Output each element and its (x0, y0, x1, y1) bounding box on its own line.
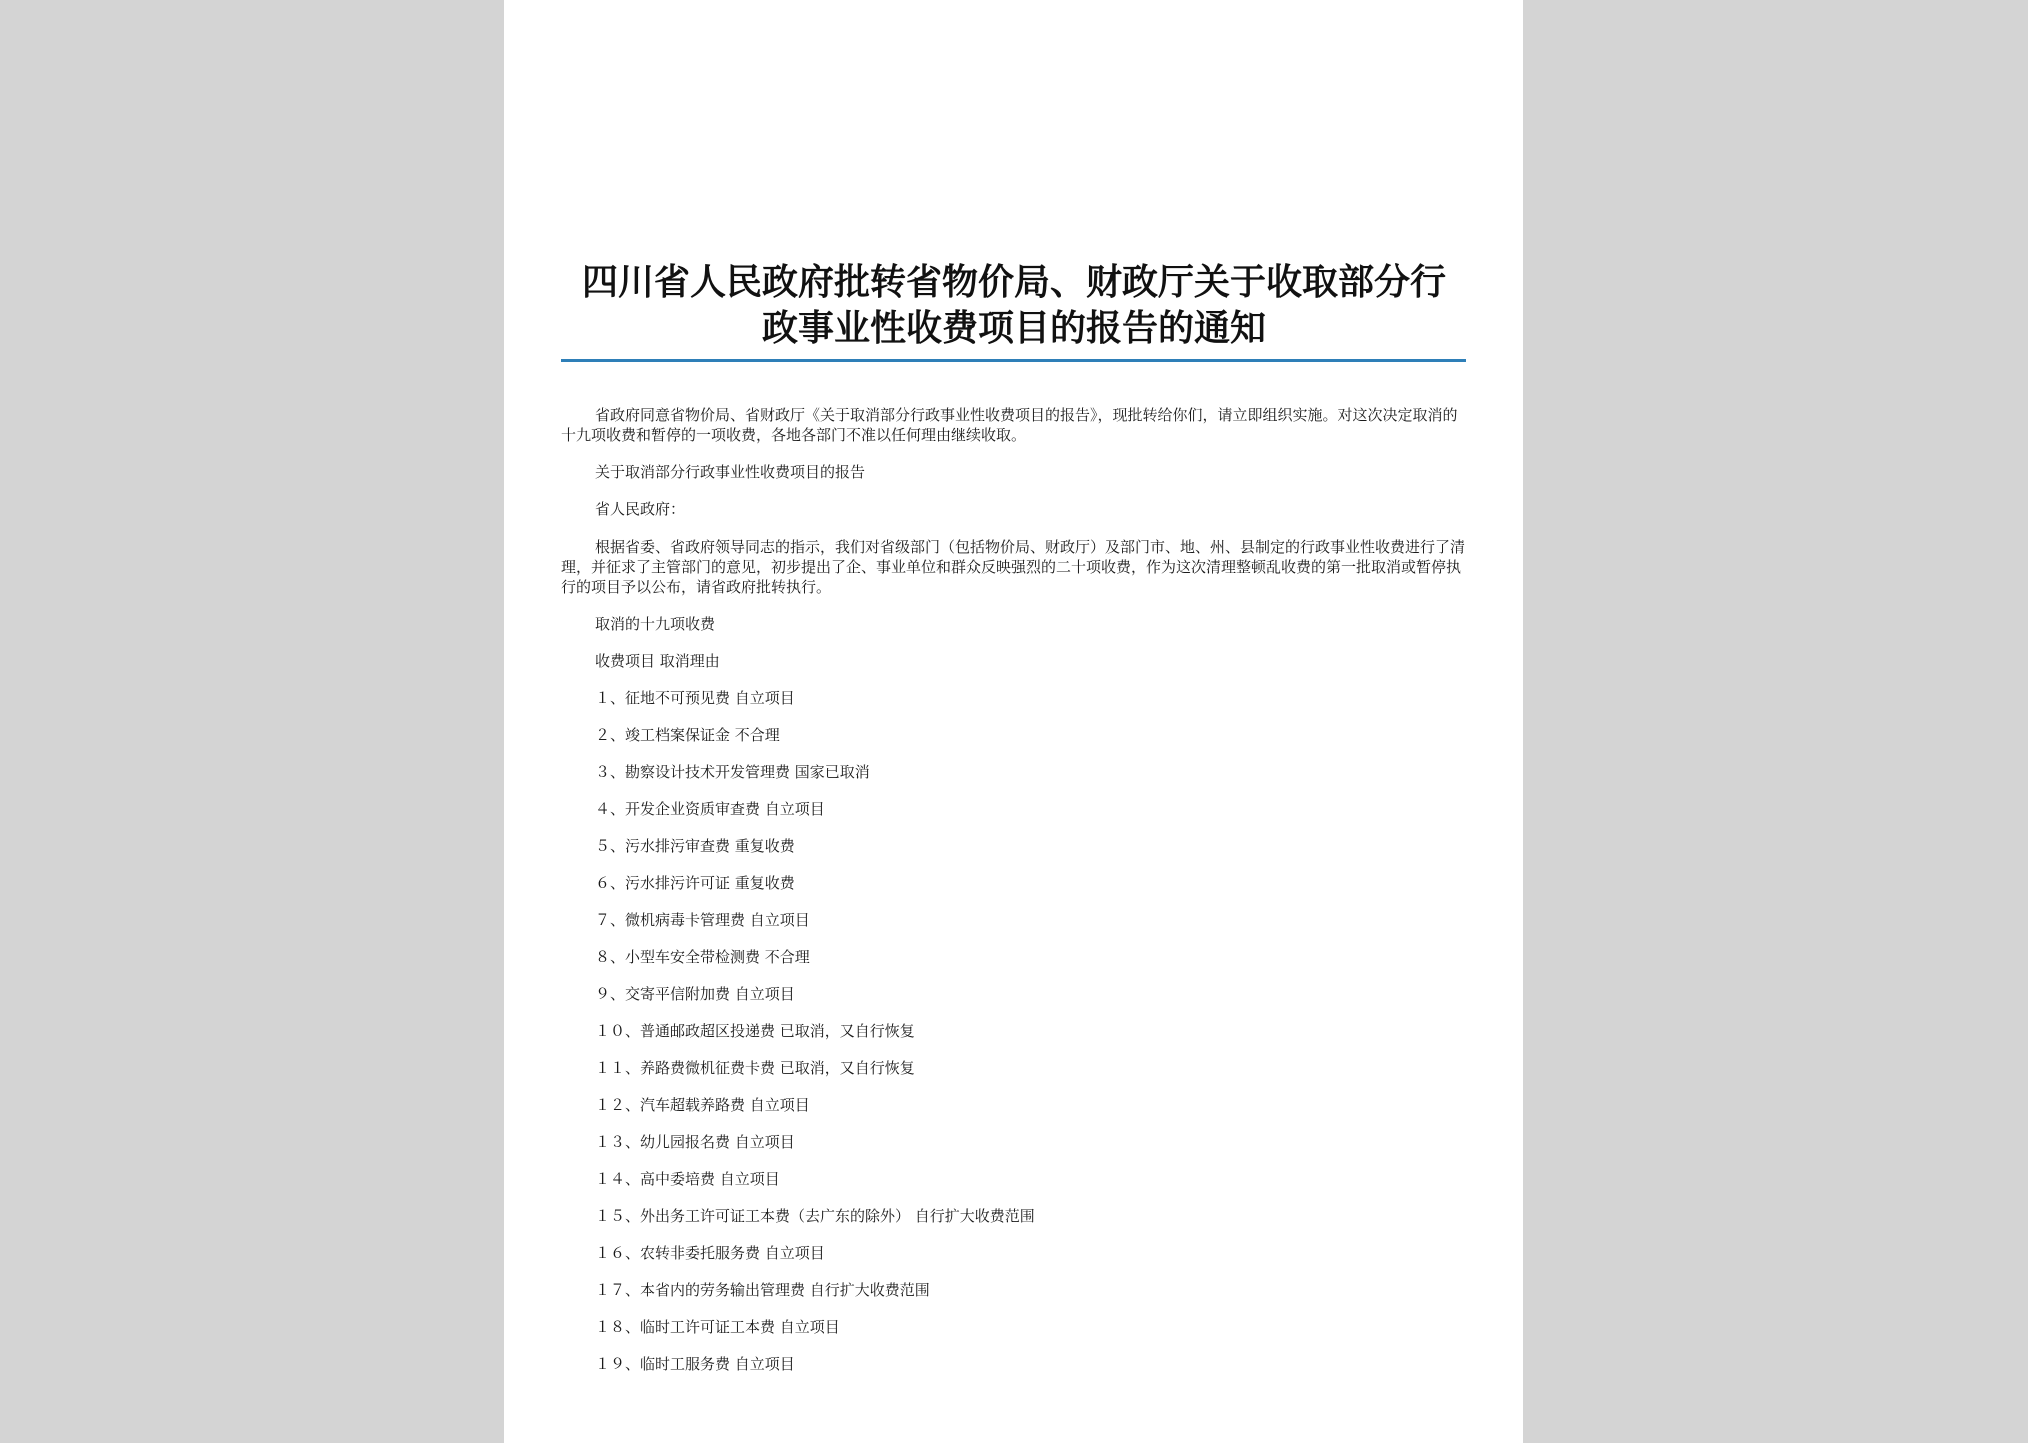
document-title (544, 260, 1484, 352)
list-item: １８、临时工许可证工本费 自立项目 (595, 1318, 840, 1336)
list-item: １６、农转非委托服务费 自立项目 (595, 1244, 825, 1262)
title-line-1: 四川省人民政府批转省物价局、财政厅关于收取部分行 (581, 262, 1446, 303)
list-item: ９、交寄平信附加费 自立项目 (595, 985, 795, 1003)
list-item: ３、勘察设计技术开发管理费 国家已取消 (595, 763, 870, 781)
list-item: ２、竣工档案保证金 不合理 (595, 726, 780, 744)
list-header: 收费项目 取消理由 (595, 652, 720, 670)
title-line-2: 政事业性收费项目的报告的通知 (761, 308, 1266, 349)
list-item: １４、高中委培费 自立项目 (595, 1170, 780, 1188)
section-title: 取消的十九项收费 (595, 615, 716, 633)
list-item: ６、污水排污许可证 重复收费 (595, 874, 795, 892)
list-item: １、征地不可预见费 自立项目 (595, 689, 795, 707)
report-title: 关于取消部分行政事业性收费项目的报告 (595, 463, 866, 481)
list-item: １１、养路费微机征费卡费 已取消，又自行恢复 (595, 1059, 915, 1077)
salutation: 省人民政府： (595, 500, 686, 518)
title-divider (561, 359, 1466, 362)
list-item: １３、幼儿园报名费 自立项目 (595, 1133, 795, 1151)
intro-paragraph: 省政府同意省物价局、省财政厅《关于取消部分行政事业性收费项目的报告》，现批转给你们，请立即组织实施。对这次决定取消的十九项收费和暂停的一项收费，各地各部门不准以任何理由继续收取。 (561, 406, 1458, 444)
list-item: １９、临时工服务费 自立项目 (595, 1355, 795, 1373)
list-item: ７、微机病毒卡管理费 自立项目 (595, 911, 810, 929)
list-item: １０、普通邮政超区投递费 已取消，又自行恢复 (595, 1022, 915, 1040)
list-item: １５、外出务工许可证工本费（去广东的除外） 自行扩大收费范围 (595, 1207, 1035, 1225)
list-item: １２、汽车超载养路费 自立项目 (595, 1096, 810, 1114)
list-item: ５、污水排污审查费 重复收费 (595, 837, 795, 855)
list-item: ８、小型车安全带检测费 不合理 (595, 948, 810, 966)
document-page (504, 0, 1523, 1443)
report-paragraph: 根据省委、省政府领导同志的指示，我们对省级部门（包括物价局、财政厅）及部门市、地、州、县制定的行政事业性收费进行了清理，并征求了主管部门的意见，初步提出了企、事业单位和群众反映强烈的二十项收费，作为这次清理整顿乱收费的第一批取消或暂停执行的项目予以公布，请省政府批转执行。 (561, 538, 1466, 596)
list-item: ４、开发企业资质审查费 自立项目 (595, 800, 825, 818)
list-item: １７、本省内的劳务输出管理费 自行扩大收费范围 (595, 1281, 930, 1299)
